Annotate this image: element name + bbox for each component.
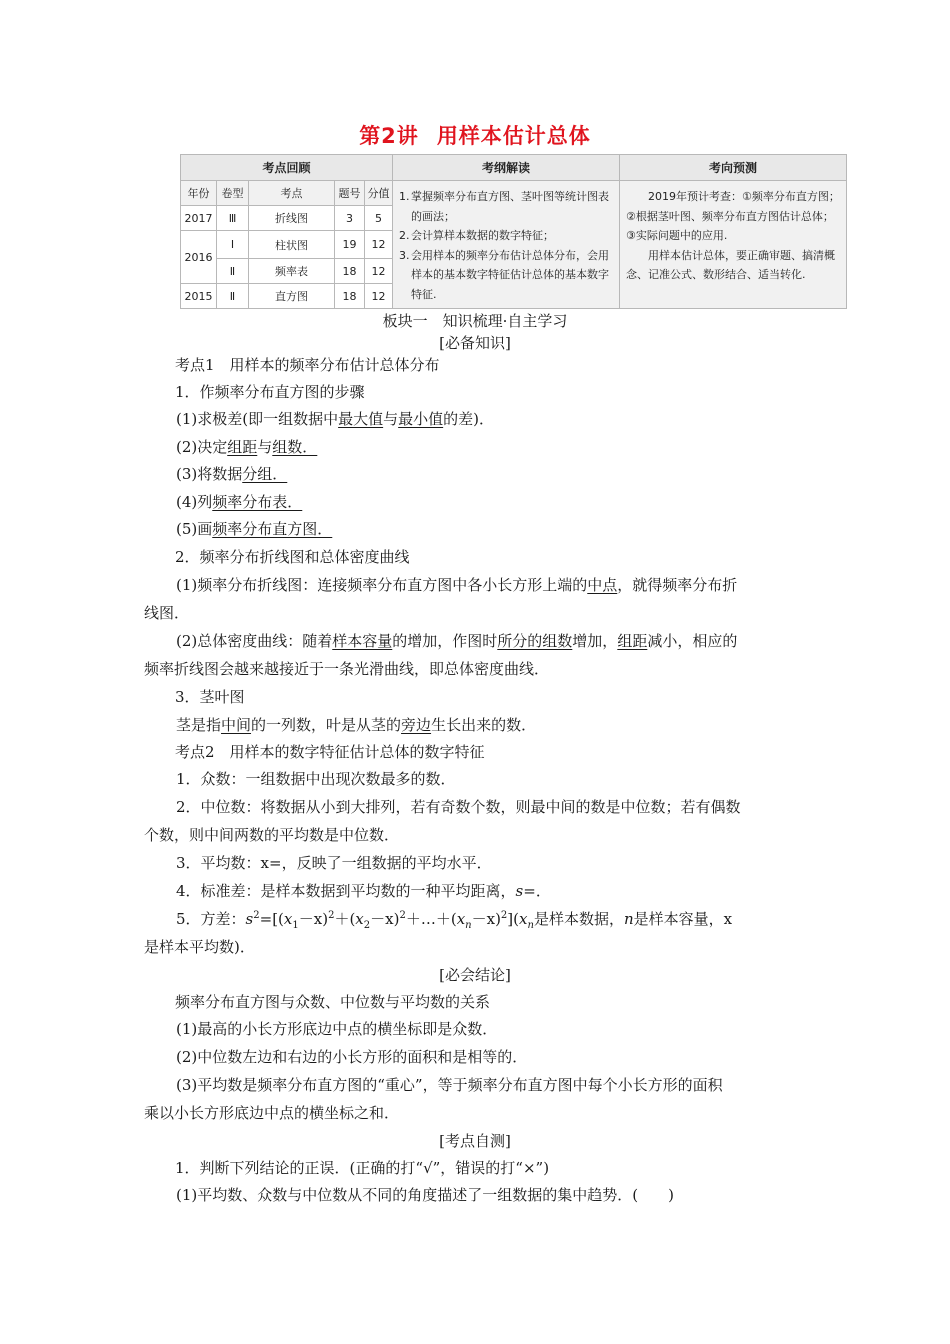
variance-definition: 5．方差：$s^2=[(x_1-x)^2+(x_2-x)^2+\dots+(x_n-x)^2](x_n$是样本数据，n是样本容量，x <box>176 910 733 931</box>
forecast-paragraph: 用样本估计总体，要正确审题、搞清概念、记准公式、数形结合、适当转化. <box>626 248 836 281</box>
mean-definition: 3．平均数：x=，反映了一组数据的平均水平． <box>176 854 492 872</box>
blank-answer: 频率分布表． <box>212 493 303 511</box>
kp1-title: 考点1 用样本的频率分布估计总体分布 <box>175 356 440 374</box>
bracket-heading: [必备知识] <box>439 334 511 352</box>
table-row: 2015 Ⅱ 直方图 18 12 <box>181 284 847 309</box>
blank-answer: 旁边 <box>401 716 432 734</box>
stddev-definition: 4．标准差：是样本数据到平均数的一种平均距离，s=． <box>176 882 551 900</box>
page-title <box>0 120 950 150</box>
blank-answer: 组距 <box>617 632 648 650</box>
kp2-title: 考点2 用样本的数字特征估计总体的数字特征 <box>175 743 485 761</box>
kp1-heading-2: 2．频率分布折线图和总体密度曲线 <box>175 548 410 566</box>
density-paragraph: (2)总体密度曲线：随着样本容量的增加，作图时所分的组数增加，组距减小，相应的 <box>176 632 738 650</box>
outline-item: 3. 会用样本的频率分布估计总体分布，会用样本的基本数字特征估计总体的基本数字特征. <box>399 248 610 301</box>
mode-definition: 1．众数：一组数据中出现次数最多的数． <box>176 770 456 788</box>
section-title: 板块一 知识梳理·自主学习 <box>382 312 568 330</box>
stem-leaf-paragraph: 茎是指中间的一列数，叶是从茎的旁边生长出来的数． <box>176 716 537 734</box>
blank-answer: 中点 <box>587 576 618 594</box>
lecture-title: 用样本估计总体 <box>436 124 591 148</box>
blank-answer: 最小值 <box>398 410 444 428</box>
table-row: 2016 Ⅰ 柱状图 19 12 <box>181 231 847 259</box>
table-row: 2017 Ⅲ 折线图 3 5 <box>181 206 847 231</box>
kp1-heading-3: 3．茎叶图 <box>175 688 245 706</box>
exam-analysis-table <box>180 154 847 309</box>
blank-answer: 组距 <box>227 438 258 456</box>
conclusion-3-cont: 乘以小长方形底边中点的横坐标之和． <box>144 1104 400 1122</box>
outline-item: 2. 会计算样本数据的数字特征； <box>399 229 555 242</box>
blank-answer: 组数． <box>272 438 318 456</box>
median-definition: 2．中位数：将数据从小到大排列，若有奇数个数，则最中间的数是中位数；若有偶数 <box>176 798 741 816</box>
outline-cell <box>393 181 620 309</box>
conclusions-title: 频率分布直方图与众数、中位数与平均数的关系 <box>175 993 491 1011</box>
bracket-heading: [必会结论] <box>439 966 511 984</box>
blank-answer: 所分的组数 <box>497 632 573 650</box>
conclusion-1: (1)最高的小长方形底边中点的横坐标即是众数． <box>176 1020 498 1038</box>
header-review: 考点回顾 <box>181 155 393 181</box>
step-3: (3)将数据分组． <box>176 465 288 483</box>
polyline-paragraph-cont: 线图． <box>144 604 190 622</box>
blank-answer: 最大值 <box>338 410 384 428</box>
step-5: (5)画频率分布直方图． <box>176 520 333 538</box>
blank-answer: 中间 <box>221 716 252 734</box>
step-1: (1)求极差(即一组数据中最大值与最小值的差)． <box>176 410 495 428</box>
step-4: (4)列频率分布表． <box>176 493 303 511</box>
conclusion-2: (2)中位数左边和右边的小长方形的面积和是相等的． <box>176 1048 528 1066</box>
subheader-number: 题号 <box>335 181 365 206</box>
forecast-paragraph: 2019年预计考查：①频率分布直方图；②根据茎叶图、频率分布直方图估计总体；③实际问题中的应用. <box>626 190 840 242</box>
lecture-number: 第2讲 <box>359 124 419 148</box>
header-outline: 考纲解读 <box>393 155 620 181</box>
selftest-question-1-1: (1)平均数、众数与中位数从不同的角度描述了一组数据的集中趋势．( ) <box>176 1186 674 1204</box>
variance-definition-cont: 是样本平均数)． <box>144 938 255 956</box>
blank-answer: 样本容量 <box>332 632 393 650</box>
blank-answer: 分组． <box>242 465 288 483</box>
outline-item: 1. 掌握频率分布直方图、茎叶图等统计图表的画法； <box>399 190 610 223</box>
table-row: Ⅱ 频率表 18 12 <box>181 259 847 284</box>
subheader-year: 年份 <box>181 181 217 206</box>
selftest-question-1: 1．判断下列结论的正误．(正确的打“√”，错误的打“×”) <box>175 1159 550 1177</box>
kp1-heading-1: 1．作频率分布直方图的步骤 <box>175 383 365 401</box>
forecast-cell <box>620 181 847 309</box>
subheader-score: 分值 <box>365 181 393 206</box>
step-2: (2)决定组距与组数． <box>176 438 318 456</box>
density-paragraph-cont: 频率折线图会越来越接近于一条光滑曲线，即总体密度曲线． <box>144 660 550 678</box>
bracket-heading: [考点自测] <box>439 1132 511 1150</box>
subheader-paper: 卷型 <box>217 181 249 206</box>
median-definition-cont: 个数，则中间两数的平均数是中位数． <box>144 826 400 844</box>
subheader-topic: 考点 <box>249 181 335 206</box>
blank-answer: 频率分布直方图． <box>212 520 333 538</box>
conclusion-3: (3)平均数是频率分布直方图的“重心”，等于频率分布直方图中每个小长方形的面积 <box>176 1076 723 1094</box>
polyline-paragraph: (1)频率分布折线图：连接频率分布直方图中各小长方形上端的中点，就得频率分布折 <box>176 576 738 594</box>
header-forecast: 考向预测 <box>620 155 847 181</box>
